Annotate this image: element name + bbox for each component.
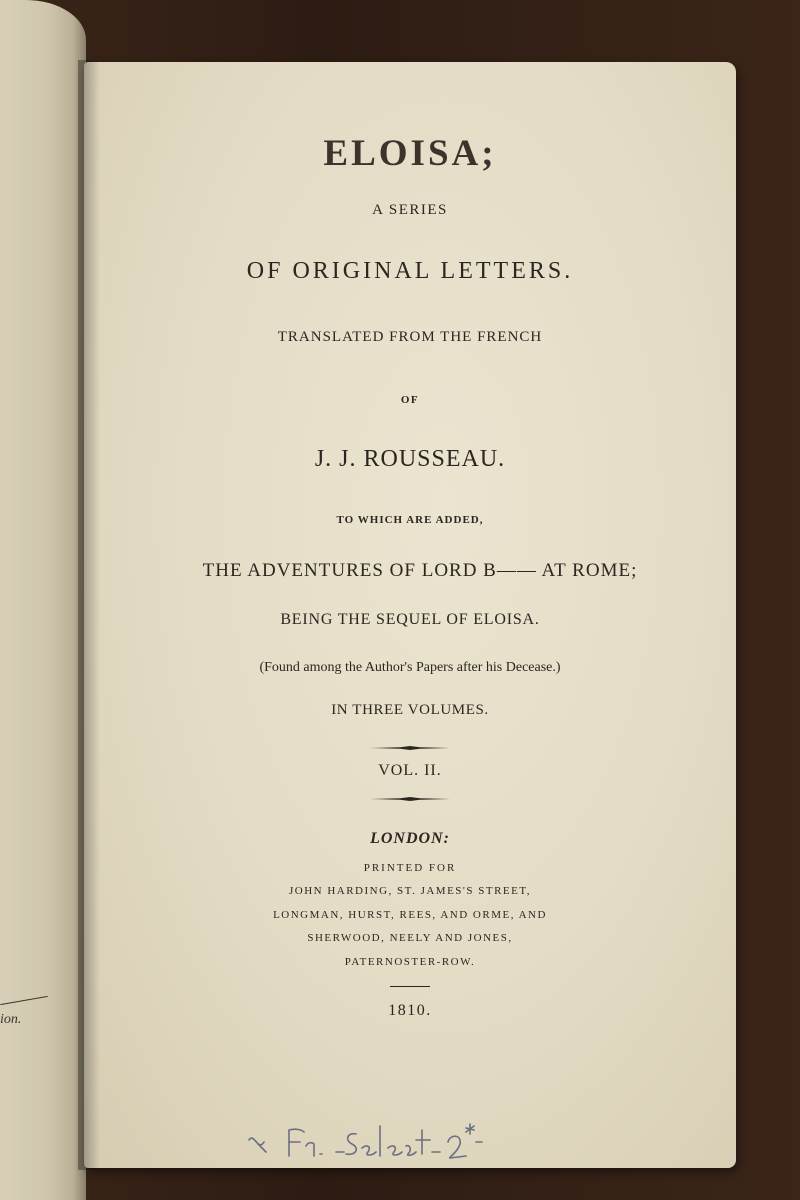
- printed-for-line: PRINTED FOR: [363, 862, 457, 874]
- ornament-rule-top: [370, 744, 450, 752]
- author-name: J. J. ROUSSEAU.: [314, 446, 506, 472]
- left-facing-page: [0, 0, 86, 1200]
- ornament-rule-bottom: [370, 795, 450, 803]
- book-title: ELOISA;: [323, 133, 497, 174]
- left-page-fragment: ion.: [0, 1012, 22, 1027]
- of-line: OF: [400, 394, 420, 406]
- adventures-line: THE ADVENTURES OF LORD B—— AT ROME;: [202, 560, 638, 581]
- left-page-rule: [0, 996, 47, 1005]
- translated-line: TRANSLATED FROM THE FRENCH: [277, 329, 543, 345]
- title-page: [84, 62, 736, 1168]
- publication-year: 1810.: [388, 1002, 432, 1019]
- volume-number: VOL. II.: [378, 762, 442, 779]
- short-divider: [390, 986, 430, 987]
- imprint-line: JOHN HARDING, ST. JAMES'S STREET,: [288, 885, 532, 897]
- imprint-line: LONGMAN, HURST, REES, AND ORME, AND: [273, 909, 547, 921]
- imprint-line: PATERNOSTER-ROW.: [344, 956, 476, 968]
- handwritten-shelf-note: [244, 1112, 524, 1172]
- imprint-line: SHERWOOD, NEELY AND JONES,: [307, 932, 513, 944]
- sequel-line: BEING THE SEQUEL OF ELOISA.: [280, 611, 540, 628]
- place-of-publication: LONDON:: [370, 830, 450, 847]
- added-line: TO WHICH ARE ADDED,: [336, 514, 484, 526]
- subtitle-series: A SERIES: [372, 202, 448, 218]
- gutter-shadow: [78, 60, 100, 1170]
- subtitle-letters: OF ORIGINAL LETTERS.: [246, 258, 574, 284]
- volumes-line: IN THREE VOLUMES.: [331, 702, 489, 718]
- found-line: (Found among the Author's Papers after his Decease.): [259, 660, 561, 675]
